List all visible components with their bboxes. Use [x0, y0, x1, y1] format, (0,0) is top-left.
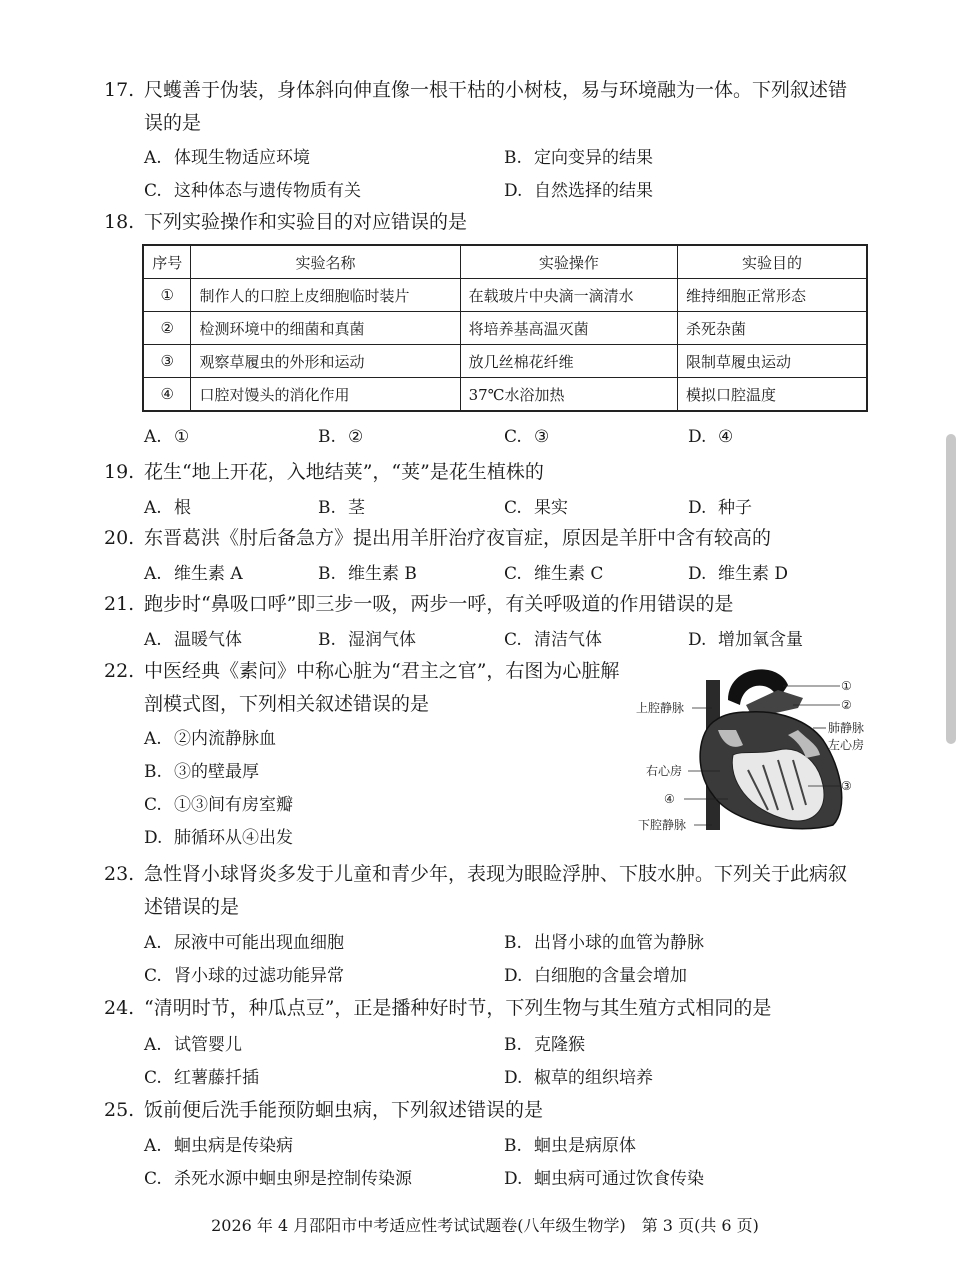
option-text: 出肾小球的血管为静脉: [534, 933, 704, 953]
option-d: [504, 961, 687, 986]
option-label: D.: [504, 1068, 523, 1088]
table-cell: 放几丝棉花纤维: [460, 345, 677, 378]
option-text: 红薯藤扦插: [174, 1068, 259, 1088]
option-label: A.: [144, 1136, 162, 1156]
table-cell: 杀死杂菌: [678, 312, 867, 345]
question-stem: 下列实验操作和实验目的对应错误的是: [144, 211, 468, 233]
question-number: 18.: [104, 211, 135, 233]
option-text: 种子: [718, 498, 752, 518]
option-b: [504, 143, 653, 168]
option-a: [144, 625, 242, 650]
option-label: B.: [504, 933, 522, 953]
option-text: 维生素 D: [718, 564, 789, 584]
option-a: [144, 559, 243, 584]
option-label: A.: [144, 630, 162, 650]
option-label: D.: [688, 498, 707, 518]
option-label: A.: [144, 564, 162, 584]
table-cell: ③: [143, 345, 191, 378]
table-cell: 37℃水浴加热: [460, 378, 677, 412]
question-number: 25.: [104, 1099, 135, 1121]
label-1: ①: [841, 679, 852, 693]
option-text: 增加氧含量: [718, 630, 803, 650]
option-text: 湿润气体: [348, 630, 416, 650]
option-label: C.: [504, 630, 522, 650]
table-cell: ④: [143, 378, 191, 412]
option-c: [144, 176, 361, 201]
experiment-table: [142, 244, 868, 412]
option-text: 试管婴儿: [174, 1035, 242, 1055]
question-stem: 述错误的是: [144, 896, 240, 918]
option-text: 肾小球的过滤功能异常: [174, 966, 344, 986]
option-label: A.: [144, 729, 162, 749]
heart-diagram: [628, 660, 870, 838]
option-label: C.: [144, 1169, 162, 1189]
option-label: D.: [144, 828, 163, 848]
question-stem: 跑步时“鼻吸口呼”即三步一吸，两步一呼，有关呼吸道的作用错误的是: [144, 593, 734, 615]
question-stem: 急性肾小球肾炎多发于儿童和青少年，表现为眼睑浮肿、下肢水肿。下列关于此病叙: [144, 863, 848, 885]
option-text: 定向变异的结果: [534, 148, 653, 168]
option-text: 自然选择的结果: [534, 181, 653, 201]
table-cell: ②: [143, 312, 191, 345]
option-label: B.: [144, 762, 162, 782]
option-label: A.: [144, 148, 162, 168]
label-4: ④: [664, 792, 675, 806]
option-label: C.: [504, 427, 522, 447]
option-a: [144, 427, 189, 447]
label-right-atrium: 右心房: [646, 764, 683, 778]
option-a: [144, 928, 344, 953]
label-superior-vena-cava: 上腔静脉: [636, 701, 685, 715]
table-cell: 检测环境中的细菌和真菌: [191, 312, 460, 345]
table-row: [143, 345, 867, 378]
option-label: D.: [504, 1169, 523, 1189]
question-stem: 尺蠖善于伪装，身体斜向伸直像一根干枯的小树枝，易与环境融为一体。下列叙述错: [144, 79, 848, 101]
option-text: 蛔虫病可通过饮食传染: [534, 1169, 704, 1189]
option-c: [504, 493, 568, 518]
question-number: 17.: [104, 79, 135, 101]
label-inferior-vena-cava: 下腔静脉: [638, 818, 687, 832]
table-cell: 观察草履虫的外形和运动: [191, 345, 460, 378]
option-a: [144, 493, 191, 518]
label-left-atrium: 左心房: [828, 738, 865, 752]
option-text: 肺循环从④出发: [174, 828, 293, 848]
question-stem: 东晋葛洪《肘后备急方》提出用羊肝治疗夜盲症，原因是羊肝中含有较高的: [144, 527, 772, 549]
table-cell: 口腔对馒头的消化作用: [191, 378, 460, 412]
option-d: [688, 493, 752, 518]
option-label: C.: [144, 795, 162, 815]
question-stem: 剖模式图，下列相关叙述错误的是: [144, 693, 430, 715]
option-c: [144, 790, 293, 815]
option-text: 蛔虫是病原体: [534, 1136, 636, 1156]
option-label: D.: [688, 630, 707, 650]
option-text: ④: [718, 427, 734, 447]
option-text: 清洁气体: [534, 630, 602, 650]
option-text: 蛔虫病是传染病: [174, 1136, 293, 1156]
question-stem: 误的是: [144, 112, 202, 134]
option-a: [144, 143, 310, 168]
question-stem: 花生“地上开花，入地结荚”，“荚”是花生植株的: [144, 461, 544, 483]
question-number: 22.: [104, 660, 135, 682]
option-b: [318, 625, 416, 650]
option-label: C.: [504, 564, 522, 584]
option-text: ③: [534, 427, 550, 447]
question-stem: 饭前便后洗手能预防蛔虫病，下列叙述错误的是: [144, 1099, 544, 1121]
option-a: [144, 1131, 293, 1156]
table-header-row: [143, 245, 867, 279]
table-cell: ①: [143, 279, 191, 312]
option-label: B.: [318, 498, 336, 518]
option-d: [144, 823, 293, 848]
option-b: [318, 493, 365, 518]
page-footer: 2026 年 4 月邵阳市中考适应性考试试题卷(八年级生物学) 第 3 页(共 6 页): [211, 1216, 759, 1235]
option-label: C.: [144, 181, 162, 201]
table-cell: 将培养基高温灭菌: [460, 312, 677, 345]
option-d: [688, 427, 733, 447]
option-b: [144, 757, 259, 782]
option-b: [504, 928, 704, 953]
table-cell: 在载玻片中央滴一滴清水: [460, 279, 677, 312]
table-cell: 模拟口腔温度: [678, 378, 867, 412]
option-b: [504, 1131, 636, 1156]
option-label: B.: [504, 1136, 522, 1156]
label-pulmonary-vein: 肺静脉: [828, 721, 865, 735]
option-b: [318, 427, 363, 447]
table-header: 序号: [143, 245, 191, 279]
option-a: [144, 724, 276, 749]
option-text: 椒草的组织培养: [534, 1068, 653, 1088]
option-text: ①③间有房室瓣: [174, 795, 293, 815]
question-number: 21.: [104, 593, 135, 615]
option-d: [688, 625, 803, 650]
option-label: B.: [318, 427, 336, 447]
option-label: B.: [318, 630, 336, 650]
option-label: D.: [504, 966, 523, 986]
vertical-scrollbar-thumb[interactable]: [946, 434, 956, 744]
table-row: [143, 378, 867, 412]
option-text: 维生素 C: [534, 564, 604, 584]
option-text: 克隆猴: [534, 1035, 585, 1055]
option-c: [504, 559, 603, 584]
option-text: 维生素 A: [174, 564, 243, 584]
option-d: [688, 559, 788, 584]
table-cell: 限制草履虫运动: [678, 345, 867, 378]
question-number: 23.: [104, 863, 135, 885]
question-number: 24.: [104, 997, 135, 1019]
option-text: 果实: [534, 498, 568, 518]
option-label: C.: [144, 1068, 162, 1088]
option-text: 维生素 B: [348, 564, 417, 584]
table-cell: 维持细胞正常形态: [678, 279, 867, 312]
table-row: [143, 312, 867, 345]
option-c: [144, 961, 344, 986]
option-text: 尿液中可能出现血细胞: [174, 933, 344, 953]
option-label: B.: [504, 148, 522, 168]
option-a: [144, 1030, 242, 1055]
option-d: [504, 1164, 704, 1189]
option-label: A.: [144, 498, 162, 518]
option-label: A.: [144, 427, 162, 447]
option-text: 温暖气体: [174, 630, 242, 650]
option-c: [144, 1164, 412, 1189]
table-header: 实验操作: [460, 245, 677, 279]
table-row: [143, 279, 867, 312]
label-2: ②: [841, 698, 852, 712]
option-text: 白细胞的含量会增加: [534, 966, 687, 986]
option-d: [504, 176, 653, 201]
label-3: ③: [841, 779, 852, 793]
option-label: A.: [144, 933, 162, 953]
option-b: [318, 559, 417, 584]
option-label: D.: [688, 564, 707, 584]
option-text: 这种体态与遗传物质有关: [174, 181, 361, 201]
option-text: ②内流静脉血: [174, 729, 276, 749]
option-c: [144, 1063, 259, 1088]
table-header: 实验名称: [191, 245, 460, 279]
option-text: 根: [174, 498, 191, 518]
option-label: D.: [504, 181, 523, 201]
option-b: [504, 1030, 585, 1055]
option-c: [504, 427, 549, 447]
question-number: 19.: [104, 461, 135, 483]
option-label: C.: [144, 966, 162, 986]
option-text: ②: [348, 427, 364, 447]
table-cell: 制作人的口腔上皮细胞临时装片: [191, 279, 460, 312]
option-label: D.: [688, 427, 707, 447]
question-stem: “清明时节，种瓜点豆”，正是播种好时节，下列生物与其生殖方式相同的是: [144, 997, 772, 1019]
question-number: 20.: [104, 527, 135, 549]
option-d: [504, 1063, 653, 1088]
option-label: A.: [144, 1035, 162, 1055]
option-c: [504, 625, 602, 650]
option-text: ①: [174, 427, 190, 447]
question-stem: 中医经典《素问》中称心脏为“君主之官”，右图为心脏解: [144, 660, 620, 682]
option-text: 杀死水源中蛔虫卵是控制传染源: [174, 1169, 412, 1189]
option-text: ③的壁最厚: [174, 762, 259, 782]
option-label: B.: [504, 1035, 522, 1055]
option-label: C.: [504, 498, 522, 518]
option-label: B.: [318, 564, 336, 584]
option-text: 体现生物适应环境: [174, 148, 310, 168]
option-text: 茎: [348, 498, 365, 518]
table-header: 实验目的: [678, 245, 867, 279]
